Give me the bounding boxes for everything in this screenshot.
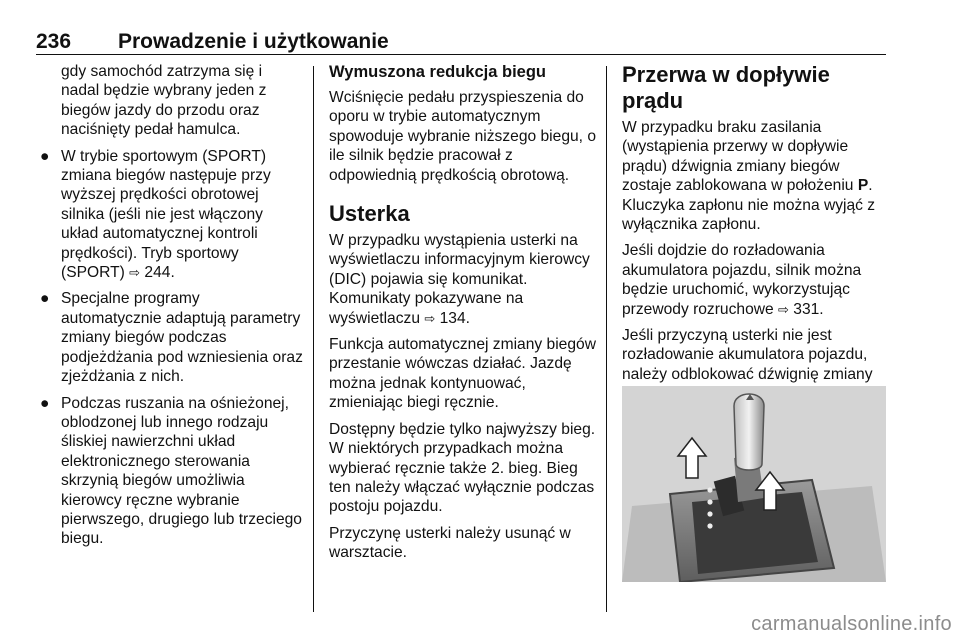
page-ref-icon: ⇨ xyxy=(778,301,789,317)
power-failure-paragraph-3: Jeśli przyczyną usterki nie jest rozładowanie akumulatora pojazdu, należy odblokować dźwignię zmiany xyxy=(622,327,873,383)
watermark: carmanualsonline.info xyxy=(751,613,952,635)
fault-paragraph-4: Przyczynę usterki należy usunąć w warsztacie. xyxy=(329,524,571,562)
fault-paragraph-2: Funkcja automatycznej zmiany biegów przestanie wówczas działać. Jazdę można jednak kontynuować, zmieniając biegi ręcznie. xyxy=(329,336,596,412)
paragraph-text: Jeśli dojdzie do rozładowania akumulatora pojazdu, silnik można będzie uruchomić, wykorzystując przewody rozruchowe xyxy=(622,242,862,318)
fault-paragraph-3: Dostępny będzie tylko najwyższy bieg. W niektórych przypadkach można wybierać ręcznie także 2. bieg. Bieg ten należy włączać wyłącznie podczas postoju pojazdu. xyxy=(329,420,596,516)
gear-lever-illustration xyxy=(622,386,886,582)
bullet-icon: ● xyxy=(40,394,50,412)
column-divider-1 xyxy=(313,66,314,612)
bullet-icon: ● xyxy=(40,290,50,308)
page-ref-link[interactable]: 244. xyxy=(144,264,175,282)
continued-paragraph: gdy samochód zatrzyma się i nadal będzie wybrany jeden z biegów jazdy do przodu oraz naciśnięty pedał hamulca. xyxy=(61,63,267,139)
running-title: Prowadzenie i użytkowanie xyxy=(118,30,389,53)
page-header xyxy=(36,30,888,54)
paragraph-text: W przypadku braku zasilania (wystąpienia przerwy w dopływie prądu) dźwignia zmiany biegów zostaje zablokowana w położeniu xyxy=(622,119,854,195)
column-1 xyxy=(36,62,304,556)
bullet-slippery-surface xyxy=(36,394,304,549)
paragraph-text: . Kluczyka zapłonu nie można wyjąć z wyłącznika zapłonu. xyxy=(622,177,876,234)
power-failure-paragraph-1 xyxy=(622,118,890,234)
gear-lever-drawing xyxy=(622,386,886,582)
bullet-adaptive-programs xyxy=(36,289,304,386)
bullet-icon: ● xyxy=(40,147,50,165)
bullet-text: Specjalne programy automatycznie adaptują parametry zmiany biegów podczas podjeżdżania pod wzniesienia oraz zjeżdżania z nich. xyxy=(61,290,303,386)
bullet-sport-mode xyxy=(36,147,304,283)
bullet-text: W trybie sportowym (SPORT) zmiana biegów następuje przy wyższej prędkości obrotowej silnika (jeśli nie jest włączony układ automatycznej kontroli prędkości). Tryb sportowy (SPORT) xyxy=(61,147,271,282)
column-3 xyxy=(622,62,890,437)
page-ref-link[interactable]: 134. xyxy=(439,309,470,327)
power-failure-paragraph-2 xyxy=(622,241,890,319)
park-position-label: P xyxy=(857,177,869,195)
kickdown-heading: Wymuszona redukcja biegu xyxy=(329,63,546,81)
page-ref-icon: ⇨ xyxy=(424,310,436,326)
fault-heading: Usterka xyxy=(329,201,410,227)
column-2 xyxy=(329,62,597,570)
fault-paragraph-1 xyxy=(329,231,597,328)
page-ref-icon: ⇨ xyxy=(129,265,141,281)
kickdown-paragraph: Wciśnięcie pedału przyspieszenia do oporu w trybie automatycznym spowoduje wybranie niższego biegu, o ile silnik będzie pracował z odpowiednią prędkością obrotową. xyxy=(329,89,596,184)
page-ref-link[interactable]: 331. xyxy=(793,300,824,318)
column-divider-2 xyxy=(606,66,607,612)
page-number: 236 xyxy=(36,30,72,53)
fault-text: W przypadku wystąpienia usterki na wyświetlaczu informacyjnym kierowcy (DIC) pojawia się komunikat. Komunikaty pokazywane na wyświetlaczu xyxy=(329,232,590,327)
header-rule xyxy=(36,54,886,55)
power-failure-heading: Przerwa w dopływie prądu xyxy=(622,62,830,113)
bullet-text: Podczas ruszania na ośnieżonej, oblodzonej lub innego rodzaju śliskiej nawierzchni układ elektronicznego sterowania skrzynią biegów umożliwia kierowcy ręczne wybranie pierwszego, drugiego lub trzeciego biegu. xyxy=(61,394,302,548)
